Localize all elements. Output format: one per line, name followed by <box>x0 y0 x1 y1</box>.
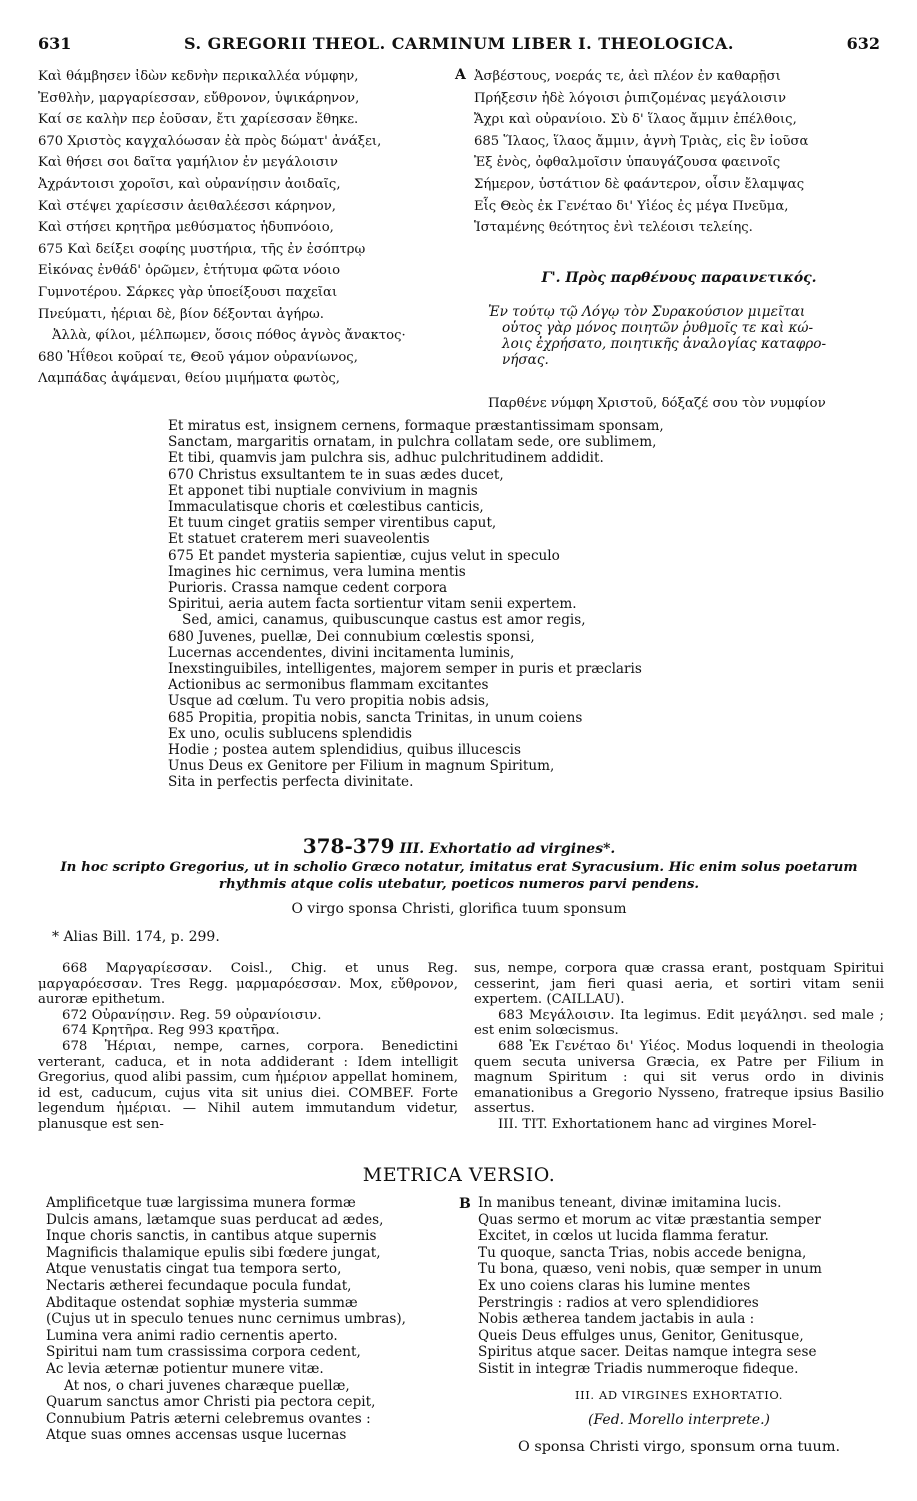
greek-line: Καί σε καλὴν περ ἐοῦσαν, ἔτι χαρίεσσαν ἔθηκε. <box>38 112 359 128</box>
scholion-line: rhythmis atque colis utebatur, poeticos numeros parvi pendens. <box>218 876 700 892</box>
scholion-line: In hoc scripto Gregorius, ut in scholio Græco notatur, imitatus erat Syracusium. Hic enim solus poetarum <box>60 859 858 875</box>
latin-line: Ex uno, oculis sublucens splendidis <box>168 725 412 742</box>
latin-line: Unus Deus ex Genitore per Filium in magnum Spiritum, <box>168 758 555 775</box>
greek-line: Καὶ θήσει σοι δαῖτα γαμήλιον ἐν μεγάλοισιν <box>38 155 338 171</box>
greek-line: Εἰκόνας ἐνθάδ' ὁρῶμεν, ἐτήτυμα φῶτα νόοιο <box>38 263 341 279</box>
verse-line: Atque suas omnes accensas usque lucernas <box>46 1427 347 1444</box>
verse-line: Inque choris sanctis, in cantibus atque supernis <box>46 1228 377 1245</box>
latin-line: Sanctam, margaritis ornatam, in pulchra collatam sede, ore sublimem, <box>168 434 657 451</box>
greek-line: Εἷς Θεὸς ἐκ Γενέταο δι' Υἱέος ἐς μέγα Πνεῦμα, <box>474 198 789 214</box>
latin-line: Usque ad cœlum. Tu vero propitia nobis adsis, <box>168 693 490 710</box>
verse-line: In manibus teneant, divinæ imitamina lucis. <box>478 1195 782 1211</box>
note-paragraph: 672 Οὐρανίῃσιν. Reg. 59 οὐρανίοισιν. <box>62 1007 322 1023</box>
section-heading <box>38 834 880 858</box>
greek-line: Πνεύματι, ἠέριαι δὲ, βίον δέξονται ἀγήρω. <box>38 306 324 322</box>
greek-line: Ἀσβέστους, νοεράς τε, ἀεὶ πλέον ἐν καθαρῇσι <box>474 69 781 84</box>
section-number: 378-379 <box>302 834 395 858</box>
verse-line: Tu bona, quæso, veni nobis, quæ semper in unum <box>478 1261 822 1278</box>
verse-line: Perstringis : radios at vero splendidiores <box>478 1294 759 1311</box>
greek-line: Καὶ θάμβησεν ἰδὼν κεδνὴν περικαλλέα νύμφην, <box>38 69 359 84</box>
greek-line: Λαμπάδας ἁψάμεναι, θείου μιμήματα φωτὸς, <box>38 371 340 387</box>
left-page-number: 631 <box>38 34 72 53</box>
verse-line: Nectaris ætherei fecundaque pocula fundat, <box>46 1277 352 1294</box>
footnote: * Alias Bill. 174, p. 299. <box>52 929 220 945</box>
verse-line: Sistit in integræ Triadis nummeroque fideque. <box>478 1360 799 1377</box>
latin-line: Inexstinguibiles, intelligentes, majorem semper in puris et præclaris <box>168 661 642 678</box>
verse-line: Magnificis thalamique epulis sibi fœdere jungat, <box>46 1244 381 1261</box>
scholion-line: λοις ἐχρήσατο, ποιητικῆς ἀναλογίας καταφρο- <box>502 336 827 352</box>
metrica-title: METRICA VERSIO. <box>362 1164 556 1186</box>
notes-right <box>474 961 884 1133</box>
column-marker-a: A <box>455 67 466 83</box>
greek-line: Ἐξ ἑνὸς, ὀφθαλμοῖσιν ὑπαυγάζουσα φαεινοῖς <box>474 155 781 171</box>
greek-line: Γυμνοτέρου. Σάρκες γὰρ ὑποείξουσι παχεῖαι <box>38 284 338 300</box>
greek-line: Ἱσταμένης θεότητος ἐνὶ τελέοισι τελείης. <box>474 220 753 236</box>
note-paragraph: sus, nempe, corpora quæ crassa erant, postquam Spiritui cesserint, jam fieri quasi aeria, et sortiri vitam senii expertem. (CAILLAU). <box>474 961 884 1008</box>
latin-line: 670 Christus exsultantem te in suas ædes ducet, <box>168 466 504 483</box>
morel-subheading: (Fed. Morello interprete.) <box>588 1412 770 1428</box>
greek-line: Ἀχράντοισι χοροῖσι, καὶ οὐρανίῃσιν ἀοιδαῖς, <box>38 176 341 192</box>
latin-line: Et miratus est, insignem cernens, formaque præstantissimam sponsam, <box>168 418 664 434</box>
note-paragraph: 688 Ἐκ Γενέταο δι' Υἱέος. Modus loquendi in theologia quem secuta universa Græcia, ex Patre per Filium in magnum Spiritum : qui sit verus ordo in divinis emanationibus a Gregorio Nysseno, fratreque ipsius Basilio assertus. <box>474 1038 884 1117</box>
latin-line: Lucernas accendentes, divini incitamenta luminis, <box>168 644 515 661</box>
greek-line: Ἄχρι καὶ οὐρανίοιο. Σὺ δ' ἵλαος ἄμμιν ἐπέλθοις, <box>474 112 797 128</box>
note-paragraph: 674 Κρητῆρα. Reg 993 κρατῆρα. <box>62 1023 280 1039</box>
verse-line: Quas sermo et morum ac vitæ præstantia semper <box>478 1211 821 1228</box>
running-title: S. GREGORII THEOL. CARMINUM LIBER I. THEOLOGICA. <box>184 34 734 53</box>
greek-line: Πρήξεσιν ἠδὲ λόγοισι ῥιπιζομένας μεγάλοισιν <box>474 90 786 106</box>
running-header <box>38 34 880 56</box>
note-paragraph: 678 Ἠέριαι, nempe, carnes, corpora. Benedictini verterant, caduca, et in nota addiderant : Idem intelligit Gregorius, quod alibi passim, cum ἡμέριον appellat hominem, id est, caducum, cujus vita sit unius diei. COMBEF. Forte legendum ἡμέριαι. — Nihil autem immutandum videtur, planusque est sen- <box>38 1038 458 1132</box>
greek-line: Καὶ στέψει χαρίεσσιν ἀειθαλέεσσι κάρηνον, <box>38 198 336 214</box>
verse-line: Lumina vera animi radio cernentis aperto. <box>46 1327 338 1344</box>
verse-line: Atque venustatis cingat tua tempora serto, <box>46 1261 342 1278</box>
latin-line: Spiritui, aeria autem facta sortientur vitam senii expertem. <box>168 596 577 613</box>
latin-scholion <box>38 859 880 893</box>
latin-line: Sita in perfectis perfecta divinitate. <box>168 774 414 791</box>
verse-line: Amplificetque tuæ largissima munera formæ <box>46 1195 356 1211</box>
latin-translation <box>168 418 888 791</box>
latin-line: Actionibus ac sermonibus flammam excitantes <box>168 677 489 694</box>
greek-line: 685 Ἵλαος, ἵλαος ἄμμιν, ἁγνὴ Τριὰς, εἰς ἓν ἰοῦσα <box>474 133 809 149</box>
scholion-line: νήσας. <box>502 352 549 368</box>
verse-line: Queis Deus effulges unus, Genitor, Genitusque, <box>478 1327 804 1344</box>
column-marker-b: B <box>459 1196 471 1212</box>
latin-line: Et apponet tibi nuptiale convivium in magnis <box>168 482 478 499</box>
greek-text-left <box>38 66 458 390</box>
verse-line: Connubium Patris æterni celebremus ovantes : <box>46 1410 371 1427</box>
latin-line: 680 Juvenes, puellæ, Dei connubium cœlestis sponsi, <box>168 628 535 645</box>
scholion-line: οὗτος γὰρ μόνος ποιητῶν ῥυθμοῖς τε καὶ κώ- <box>502 320 814 336</box>
verse-line: Spiritus atque sacer. Deitas namque integra sese <box>478 1344 817 1361</box>
note-paragraph: III. TIT. Exhortationem hanc ad virgines Morel- <box>498 1116 817 1132</box>
greek-line: 670 Χριστὸς καγχαλόωσαν ἐὰ πρὸς δώματ' ἀνάξει, <box>38 133 382 149</box>
greek-first-line: Παρθένε νύμφη Χριστοῦ, δόξαζέ σου τὸν νυμφίον <box>488 396 826 411</box>
verse-line: Tu quoque, sancta Trias, nobis accede benigna, <box>478 1244 807 1261</box>
latin-line: Et tibi, quamvis jam pulchra sis, adhuc pulchritudinem addidit. <box>168 450 604 467</box>
note-paragraph: 683 Μεγάλοισιν. Ita legimus. Edit μεγάλησι. sed male ; est enim solœcismus. <box>474 1007 884 1039</box>
latin-line: Immaculatisque choris et cœlestibus canticis, <box>168 499 484 516</box>
verse-line: Abditaque ostendat sophiæ mysteria summæ <box>46 1294 358 1311</box>
verse-line: Ex uno coiens claras his lumine mentes <box>478 1277 751 1294</box>
latin-line: 675 Et pandet mysteria sapientiæ, cujus velut in speculo <box>168 547 560 564</box>
right-page-number: 632 <box>846 34 880 53</box>
latin-first-line: O virgo sponsa Christi, glorifica tuum sponsum <box>291 901 627 917</box>
metrica-right <box>478 1195 888 1378</box>
scholion-line: Ἐν τούτῳ τῷ Λόγῳ τὸν Συρακούσιον μιμεῖται <box>488 304 806 320</box>
morel-first-line: O sponsa Christi virgo, sponsum orna tuum. <box>517 1439 841 1455</box>
latin-line: Et tuum cinget gratiis semper virentibus caput, <box>168 515 497 532</box>
verse-line: Quarum sanctus amor Christi pia pectora cepit, <box>46 1394 376 1411</box>
notes-left <box>38 961 458 1133</box>
note-paragraph: 668 Μαργαρίεσσαν. Coisl., Chig. et unus Reg. μαργαρόεσσαν. Tres Regg. μαρμαρόεσσαν. Mox, εὔθρονον, auroræ epithetum. <box>38 961 458 1008</box>
latin-line: Imagines hic cernimus, vera lumina mentis <box>168 563 466 580</box>
morel-heading: III. AD VIRGINES EXHORTATIO. <box>575 1388 783 1402</box>
greek-scholion <box>488 304 888 368</box>
verse-line: Spiritui nam tum crassissima corpora cedent, <box>46 1344 361 1361</box>
verse-line: At nos, o chari juvenes charæque puellæ, <box>64 1377 350 1394</box>
greek-line: Ἐσθλὴν, μαργαρίεσσαν, εὔθρονον, ὑψικάρηνον, <box>38 90 360 106</box>
greek-line: 675 Καὶ δείξει σοφίης μυστήρια, τῆς ἐν ἐσόπτρῳ <box>38 241 366 257</box>
verse-line: (Cujus ut in speculo tenues nunc cernimus umbras), <box>46 1311 406 1328</box>
greek-line: Σήμερον, ὑστάτιον δὲ φαάντερον, οἷσιν ἔλαμψας <box>474 176 805 192</box>
latin-line: Et statuet craterem meri suaveolentis <box>168 531 430 548</box>
verse-line: Ac levia æternæ potientur munere vitæ. <box>46 1360 324 1377</box>
greek-line: Ἀλλὰ, φίλοι, μέλπωμεν, ὅσοις πόθος ἁγνὸς ἄνακτος· <box>52 328 406 344</box>
latin-line: Hodie ; postea autem splendidius, quibus illucescis <box>168 742 521 759</box>
greek-section-heading: Γ'. Πρὸς παρθένους παραινετικός. <box>541 270 817 286</box>
greek-line: 680 Ἠΐθεοι κοῦραί τε, Θεοῦ γάμον οὐρανίωνος, <box>38 349 358 365</box>
verse-line: Excitet, in cœlos ut lucida flamma feratur. <box>478 1228 769 1245</box>
latin-line: Purioris. Crassa namque cedent corpora <box>168 580 448 597</box>
verse-line: Nobis æthereа tandem jactabis in aula : <box>478 1311 755 1328</box>
verse-line: Dulcis amans, lætamque suas perducat ad ædes, <box>46 1211 384 1228</box>
latin-line: Sed, amici, canamus, quibuscunque castus est amor regis, <box>182 612 586 629</box>
latin-line: 685 Propitia, propitia nobis, sancta Trinitas, in unum coiens <box>168 709 583 726</box>
metrica-left <box>46 1195 466 1444</box>
section-title: III. Exhortatio ad virgines*. <box>399 841 616 857</box>
greek-line: Καὶ στήσει κρητῆρα μεθύσματος ἡδυπνόοιο, <box>38 220 334 236</box>
greek-text-right <box>474 66 884 239</box>
